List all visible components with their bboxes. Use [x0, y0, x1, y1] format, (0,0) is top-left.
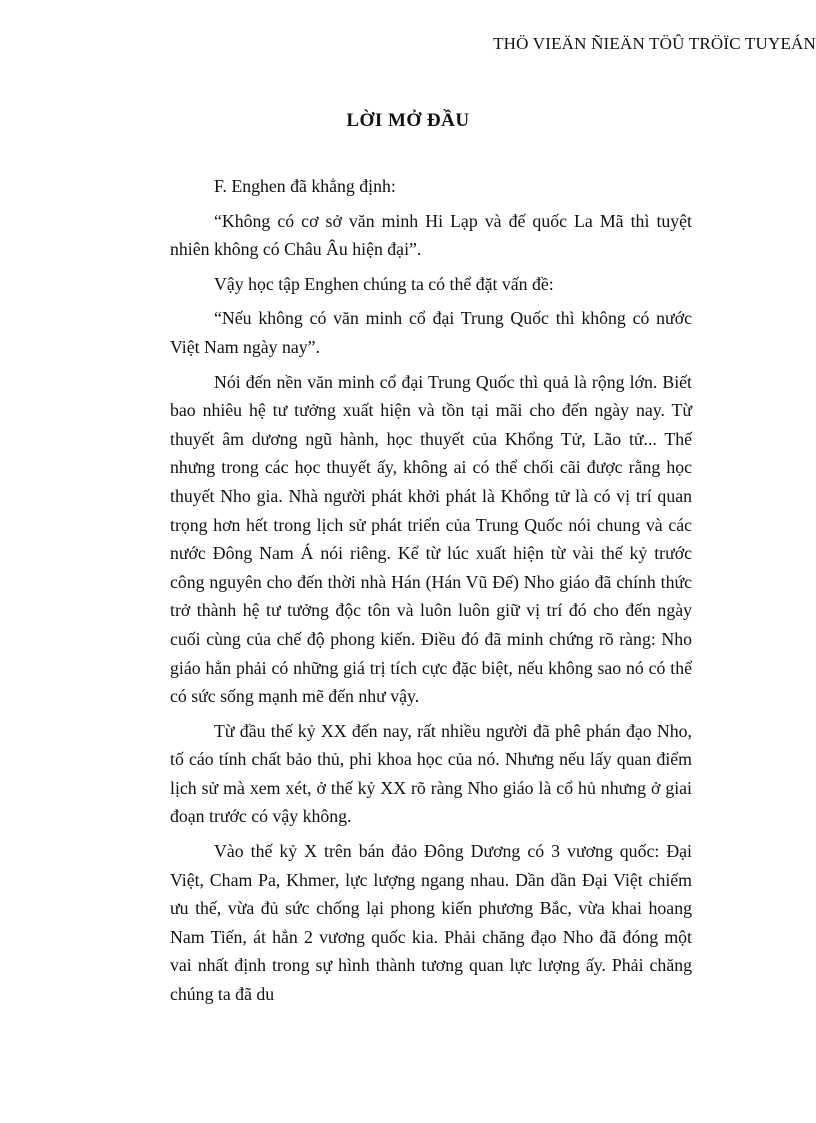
paragraph: Từ đầu thế kỷ XX đến nay, rất nhiều người đã phê phán đạo Nho, tố cáo tính chất bảo thủ, phi khoa học của nó. Nhưng nếu lấy quan điểm lịch sử mà xem xét, ở thế kỷ XX rõ ràng Nho giáo là cổ hủ nhưng ở giai đoạn trước có vậy không.: [170, 720, 692, 827]
paragraph: Vào thế kỷ X trên bán đảo Đông Dương có 3 vương quốc: Đại Việt, Cham Pa, Khmer, lực lượng ngang nhau. Dần dần Đại Việt chiếm ưu thế, vừa đủ sức chống lại phong kiến phương Bắc, vừa khai hoang Nam Tiến, át hẳn 2 vương quốc kia. Phải chăng đạo Nho đã đóng một vai nhất định trong sự hình thành tương quan lực lượng ấy. Phải chăng chúng ta đã du: [170, 841, 692, 1005]
paragraph: “Không có cơ sở văn minh Hi Lạp và đế quốc La Mã thì tuyệt nhiên không có Châu Âu hiện đại”.: [170, 210, 692, 260]
paragraph: Vậy học tập Enghen chúng ta có thể đặt vấn đề:: [214, 273, 554, 294]
running-header: THÖ VIEÄN ÑIEÄN TÖÛ TRÖÏC TUYEÁN: [493, 34, 816, 53]
body-text: [170, 172, 692, 1015]
paragraph: “Nếu không có văn minh cổ đại Trung Quốc thì không có nước Việt Nam ngày nay”.: [170, 308, 692, 357]
paragraph: Nói đến nền văn minh cổ đại Trung Quốc thì quả là rộng lớn. Biết bao nhiêu hệ tư tưởng xuất hiện và tồn tại mãi cho đến ngày nay. Từ thuyết âm dương ngũ hành, học thuyết của Khổng Tử, Lão tử... Thế nhưng trong các học thuyết ấy, không ai có thể chối cãi được rằng học thuyết Nho gia. Nhà người phát khởi phát là Khổng tử là có vị trí quan trọng hơn hết trong lịch sử phát triển của Trung Quốc nói chung và các nước Đông Nam Á nói riêng. Kể từ lúc xuất hiện từ vài thế kỷ trước công nguyên cho đến thời nhà Hán (Hán Vũ Đế) Nho giáo đã chính thức trở thành hệ tư tưởng độc tôn và luôn luôn giữ vị trí đó cho đến ngày cuối cùng của chế độ phong kiến. Điều đó đã minh chứng rõ ràng: Nho giáo hẳn phải có những giá trị tích cực đặc biệt, nếu không sao nó có thể có sức sống mạnh mẽ đến như vậy.: [170, 371, 692, 707]
page-title: LỜI MỞ ĐẦU: [346, 110, 470, 131]
paragraph: F. Enghen đã khẳng định:: [214, 176, 396, 196]
